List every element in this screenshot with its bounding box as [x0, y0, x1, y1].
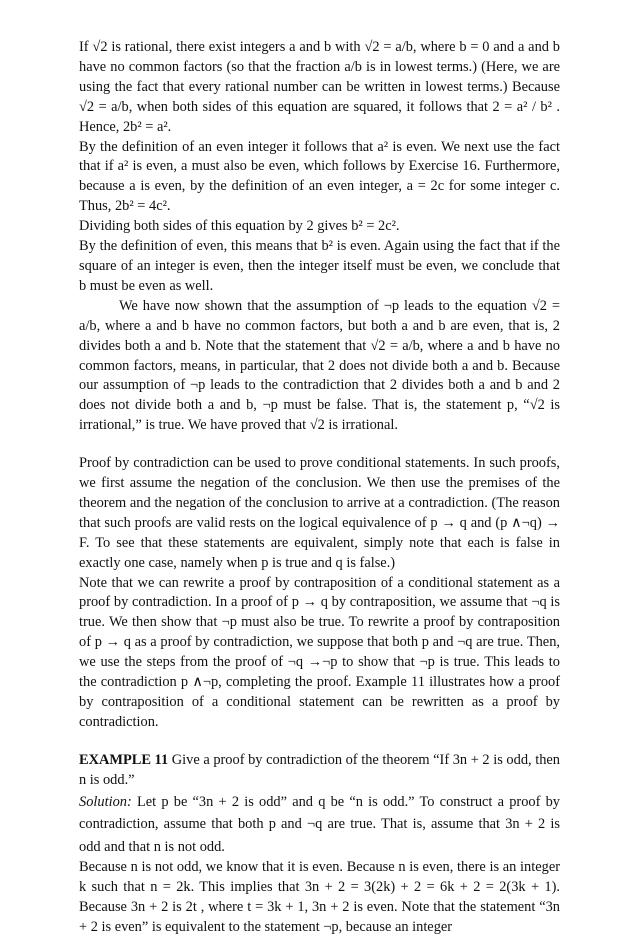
- section-spacer: [79, 733, 560, 751]
- example-statement: [79, 751, 560, 791]
- solution-text: Let p be “3n + 2 is odd” and q be “n is odd.” To construct a proof by contradiction, assume that both p and ¬q are true. That is, assume that 3n + 2 is odd and that n is not odd.: [79, 793, 560, 855]
- paragraph-b-even: By the definition of even, this means that b² is even. Again using the fact that if the square of an integer is even, then the integer itself must be even, we conclude that b must be even as well.: [79, 238, 560, 294]
- paragraph-rational-assumption: If √2 is rational, there exist integers a and b with √2 = a/b, where b = 0 and a and b have no common factors (so that the fraction a/b is in lowest terms.) (Here, we are using the fact that every rational number can be written in lowest terms.) Because √2 = a/b, when both sides of this equation are squared, it follows that 2 = a² / b² . Hence, 2b² = a².: [79, 39, 560, 135]
- paragraph-contradiction-conclusion: We have now shown that the assumption of ¬p leads to the equation √2 = a/b, where a and b have no common factors, but both a and b are even, that is, 2 divides both a and b. Note that the statement that √2 = a/b, where a and b have no common factors, means, in particular, that 2 does not divide both a and b. Because our assumption of ¬p leads to the contradiction that 2 divides both a and b and 2 does not divide both a and b, ¬p must be false. That is, the statement p, “√2 is irrational,” is true. We have proved that √2 is irrational.: [79, 297, 560, 434]
- paragraph-spacer: [79, 436, 560, 454]
- paragraph-divide-by-two: Dividing both sides of this equation by 2 gives b² = 2c².: [79, 218, 400, 235]
- example-solution: [79, 791, 560, 859]
- paragraph-conditional-statements: Proof by contradiction can be used to prove conditional statements. In such proofs, we first assume the negation of the conclusion. We then use the premises of the theorem and the negation of the conclusion to arrive at a contradiction. (The reason that such proofs are valid rests on the logical equivalence of p → q and (p ∧¬q) → F. To see that these statements are equivalent, simply note that each is false in exactly one case, namely when p is true and q is false.): [79, 455, 560, 571]
- paragraph-a-even: By the definition of an even integer it follows that a² is even. We next use the fact that if a² is even, a must also be even, which follows by Exercise 16. Furthermore, because a is even, by the definition of an even integer, a = 2c for some integer c. Thus, 2b² = 4c².: [79, 138, 560, 215]
- example-solution-continued: Because n is not odd, we know that it is even. Because n is even, there is an integer k such that n = 2k. This implies that 3n + 2 = 3(2k) + 2 = 6k + 2 = 2(3k + 1). Because 3n + 2 is 2t , where t = 3k + 1, 3n + 2 is even. Note that the statement “3n + 2 is even” is equivalent to the statement ¬p, because an integer: [79, 859, 560, 935]
- example-heading: EXAMPLE 11: [79, 751, 169, 768]
- paragraph-contraposition-rewrite: Note that we can rewrite a proof by contraposition of a conditional statement as a proof by contradiction. In a proof of p → q by contraposition, we assume that ¬q is true. We then show that ¬p must also be true. To rewrite a proof by contraposition of p → q as a proof by contradiction, we suppose that both p and ¬q are true. Then, we use the steps from the proof of ¬q →¬p to show that ¬p is true. This leads to the contradiction p ∧¬p, completing the proof. Example 11 illustrates how a proof by contraposition of a conditional statement can be rewritten as a proof by contradiction.: [79, 574, 560, 730]
- example-statement-text: Give a proof by contradiction of the theorem “If 3n + 2 is odd, then n is odd.”: [79, 751, 560, 788]
- solution-label: Solution:: [79, 793, 132, 810]
